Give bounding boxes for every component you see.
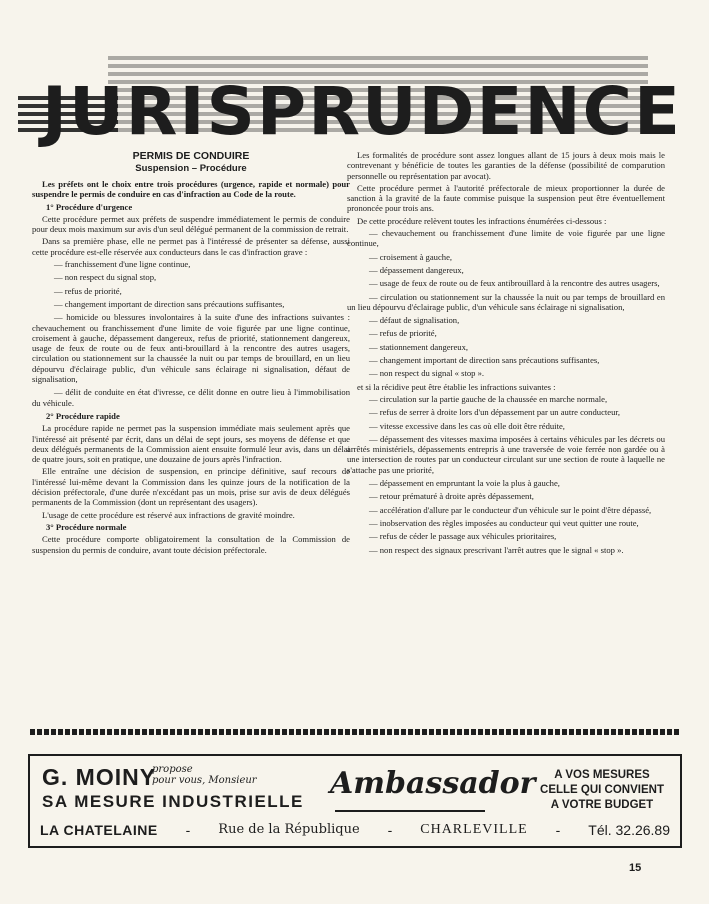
ad-tagline-line1: propose bbox=[152, 764, 193, 775]
right-column bbox=[347, 150, 665, 558]
masthead-art bbox=[0, 48, 709, 148]
list-item: — non respect du signal « stop ». bbox=[369, 368, 485, 379]
list-item: — refus de serrer à droite lors d'un dépassement par un autre conducteur, bbox=[369, 407, 621, 418]
left-column bbox=[32, 150, 350, 557]
list-item: — stationnement dangereux, bbox=[369, 341, 469, 352]
ad-slogan bbox=[532, 768, 672, 813]
ad-brand-logo: Ambassador bbox=[330, 766, 536, 801]
page-number: 15 bbox=[629, 862, 642, 874]
paragraph: Cette procédure permet à l'autorité préfectorale de mieux proportionner la durée de sanction à la gravité de la faute commise puisque la suspension peut être éventuellement prononcée pour trois ans. bbox=[347, 182, 665, 214]
ad-separator: - bbox=[387, 822, 393, 838]
list-item: — non respect des signaux prescrivant l'arrêt autres que le signal « stop ». bbox=[369, 544, 624, 555]
list-item: — refus de céder le passage aux véhicules prioritaires, bbox=[369, 531, 557, 542]
section-heading-urgence: 1° Procédure d'urgence bbox=[46, 201, 133, 212]
list-item: — franchissement d'une ligne continue, bbox=[54, 259, 191, 270]
list-item: — changement important de direction sans précautions suffisantes, bbox=[369, 355, 600, 366]
paragraph: La procédure rapide ne permet pas la suspension immédiate mais seulement après que l'intéressé ait présenté par écrit, dans un délai de sept jours, ses moyens de défense et que deux délégués permanents de la Commission aient ensuite formulé leur avis, dans un délai de quatre jours, soit en pratique, une douzaine de jours après l'infraction. bbox=[32, 423, 350, 465]
list-item: — circulation ou stationnement sur la chaussée la nuit ou par temps de brouillard en un lieu dépourvu d'éclairage public, d'un véhicule sans éclairage ni signalisation, bbox=[347, 291, 665, 312]
list-item: — défaut de signalisation, bbox=[369, 315, 460, 326]
paragraph: L'usage de cette procédure est réservé aux infractions de gravité moindre. bbox=[42, 509, 295, 520]
ad-merchant-name: G. MOINY bbox=[42, 764, 157, 790]
list-item: — non respect du signal stop, bbox=[54, 272, 157, 283]
ad-slogan-line3: A VOTRE BUDGET bbox=[550, 799, 654, 811]
list-item: — refus de priorité, bbox=[369, 328, 437, 339]
list-item: — croisement à gauche, bbox=[369, 251, 453, 262]
section-heading-rapide: 2° Procédure rapide bbox=[46, 410, 120, 421]
paragraph: Cette procédure comporte obligatoirement la consultation de la Commission de suspension du permis de conduire, avant toute décision préfectorale. bbox=[32, 534, 350, 555]
list-item: — usage de feux de route ou de feux antibrouillard à la rencontre des autres usagers, bbox=[369, 278, 660, 289]
list-item: — délit de conduite en état d'ivresse, ce délit donne en outre lieu à l'immobilisation du véhicule. bbox=[32, 387, 350, 408]
list-item: — changement important de direction sans précautions suffisantes, bbox=[54, 298, 285, 309]
list-item: — dépassement des vitesses maxima imposées à certains véhicules par les décrets ou arrêtés ministériels, dépassements entrepris à une traversée de voie ferrée non gardée ou à une intersection de routes par un conducteur circulant sur une section de route à laquelle ne s'attache pas une priorité, bbox=[347, 433, 665, 475]
list-item: — refus de priorité, bbox=[54, 285, 122, 296]
masthead-title: JURISPRUDENCE bbox=[37, 73, 683, 148]
ad-address-line bbox=[40, 822, 670, 838]
paragraph: De cette procédure relèvent toutes les infractions énumérées ci-dessous : bbox=[357, 215, 607, 226]
list-item: — chevauchement ou franchissement d'une limite de voie figurée par une ligne continue, bbox=[347, 228, 665, 249]
paragraph: et si la récidive peut être établie les infractions suivantes : bbox=[357, 381, 556, 392]
paragraph: Elle entraîne une décision de suspension, en principe définitive, sauf recours de l'intéressé lui-même devant la Commission dans les quinze jours de la notification de la décision préfectorale, d'une durée n'excédant pas un mois, prise sur avis de deux délégués permanents de la Commission (dont un représentant des usagers). bbox=[32, 466, 350, 508]
ad-slogan-line1: A VOS MESURES bbox=[554, 769, 650, 781]
paragraph: Cette procédure permet aux préfets de suspendre immédiatement le permis de conduire pour deux mois maximum sur avis d'un seul délégué permanent de la commission de retrait. bbox=[32, 213, 350, 235]
ad-subheading: SA MESURE INDUSTRIELLE bbox=[42, 792, 304, 811]
ad-tagline-line2: pour vous, Monsieur bbox=[152, 775, 257, 786]
paragraph: Dans sa première phase, elle ne permet pas à l'intéressé de présenter sa défense, aussi cette procédure est-elle réservée aux conducteurs dans le cas d'infraction grave : bbox=[32, 236, 350, 257]
list-item: — accélération d'allure par le conducteur d'un véhicule sur le point d'être dépassé, bbox=[369, 504, 652, 515]
ad-brand-underline bbox=[335, 810, 485, 812]
ad-city: CHARLEVILLE bbox=[420, 822, 528, 837]
list-item: — inobservation des règles imposées au conducteur qui veut quitter une route, bbox=[369, 517, 639, 528]
list-item: — vitesse excessive dans les cas où elle doit être réduite, bbox=[369, 420, 565, 431]
paragraph: Les formalités de procédure sont assez longues allant de 15 jours à deux mois mais le contrevenant y bénéficie de toutes les garanties de la défense (possibilité de comparution personnelle ou représentation par avocat). bbox=[347, 150, 665, 181]
ad-location: LA CHATELAINE bbox=[40, 822, 158, 838]
ad-slogan-line2: CELLE QUI CONVIENT bbox=[540, 784, 664, 796]
dashed-divider bbox=[30, 729, 680, 735]
advertisement bbox=[28, 754, 682, 848]
section-heading-normale: 3° Procédure normale bbox=[46, 521, 127, 532]
ad-tagline bbox=[152, 764, 257, 786]
article-intro: Les préfets ont le choix entre trois procédures (urgence, rapide et normale) pour suspendre le permis de conduire en cas d'infraction au Code de la route. bbox=[32, 179, 350, 200]
ad-separator: - bbox=[185, 822, 191, 838]
list-item: — homicide ou blessures involontaires à la suite d'une des infractions suivantes : chevauchement ou franchissement d'une limite de voie figurée par une ligne continue, croisement à gauche, dépassement dangereux, refus de priorité, stationnement dangereux, usage de feux de route ou de feux anti-brouillard à la rencontre des autres usagers, circulation ou stationnement sur la chaussée la nuit ou par temps de brouillard, en un lieu dépourvu d'éclairage public, d'un véhicule sans éclairage ni signalisation, défaut de signalisation, bbox=[32, 312, 350, 385]
article-subtitle: Suspension – Procédure bbox=[135, 163, 247, 174]
list-item: — dépassement dangereux, bbox=[369, 264, 464, 275]
ad-phone: Tél. 32.26.89 bbox=[588, 822, 670, 838]
masthead bbox=[0, 48, 709, 148]
ad-separator: - bbox=[555, 822, 561, 838]
list-item: — retour prématuré à droite après dépassement, bbox=[369, 491, 534, 502]
ad-street: Rue de la République bbox=[218, 822, 360, 837]
list-item: — dépassement en empruntant la voie la plus à gauche, bbox=[369, 478, 560, 489]
article-title: PERMIS DE CONDUIRE bbox=[132, 150, 250, 162]
list-item: — circulation sur la partie gauche de la chaussée en marche normale, bbox=[369, 393, 608, 404]
